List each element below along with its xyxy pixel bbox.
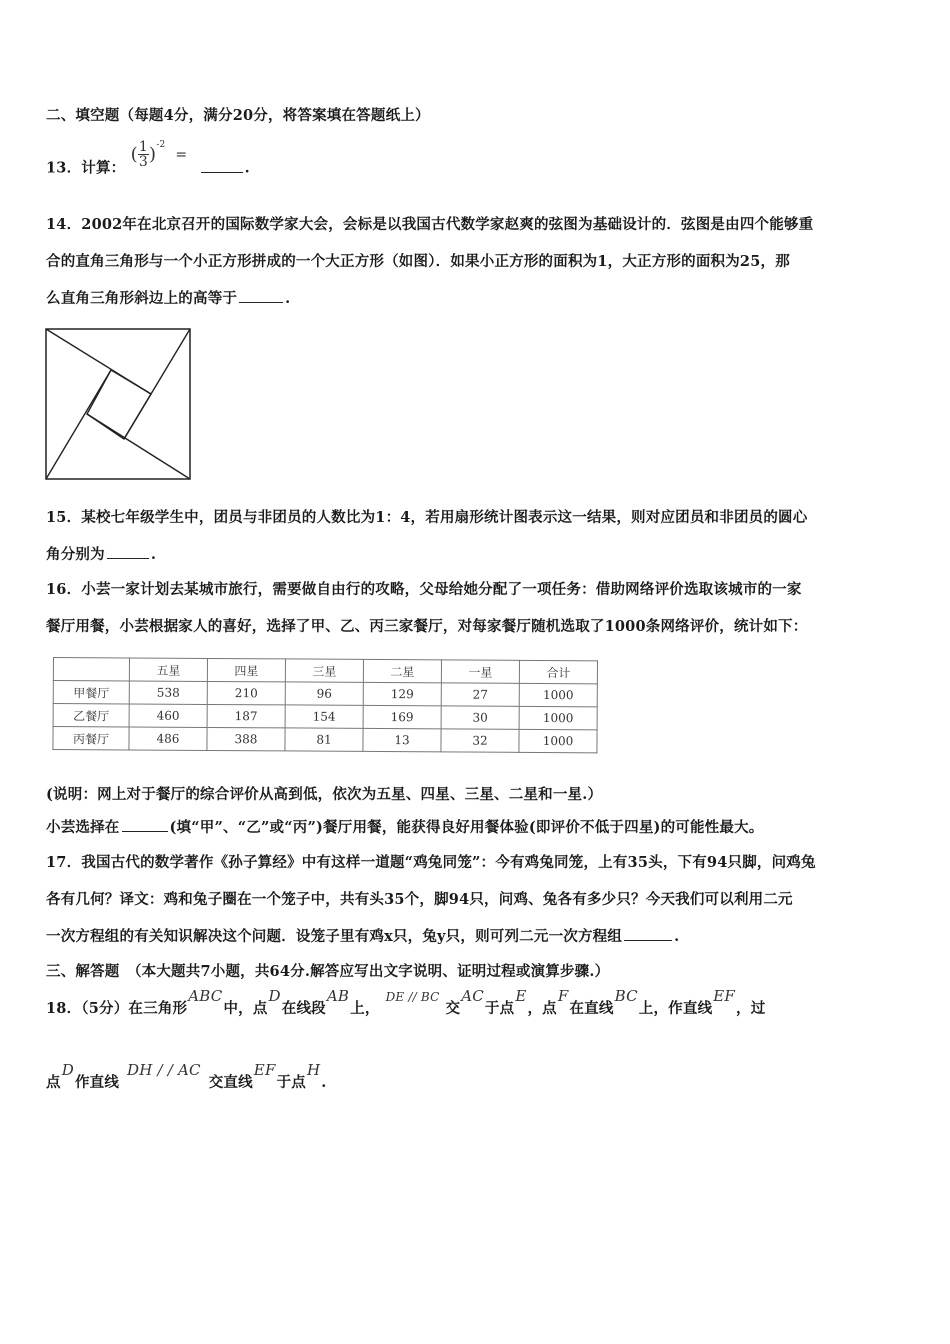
table-header-cell: 五星 — [129, 658, 207, 681]
q18-line-2 — [46, 1061, 327, 1092]
q17-line-3-text: 一次方程组的有关知识解决这个问题．设笼子里有鸡x只，兔y只，则可列二元一次方程组 — [46, 928, 623, 945]
q18-text: 交 — [445, 1000, 461, 1017]
table-cell: 乙餐厅 — [53, 704, 129, 727]
q14-line-3 — [46, 287, 290, 308]
q18-text: 上，作直线 — [638, 1000, 713, 1017]
table-cell: 486 — [129, 727, 207, 750]
table-cell: 154 — [285, 705, 363, 728]
table-cell: 丙餐厅 — [53, 727, 129, 750]
table-cell: 30 — [441, 706, 519, 729]
q17-answer-blank[interactable] — [624, 926, 672, 941]
q16-line-1: 16．小芸一家计划去某城市旅行，需要做自由行的攻略，父母给她分配了一项任务：借助网络评价选取该城市的一家 — [46, 581, 802, 598]
table-cell: 1000 — [519, 706, 597, 729]
question-13 — [46, 139, 250, 183]
table-cell: 169 — [363, 705, 441, 728]
small-square — [87, 370, 151, 439]
q18-text: . — [321, 1074, 327, 1091]
triangle-edge-left — [46, 370, 111, 479]
table-cell: 129 — [363, 682, 441, 705]
table-cell: 81 — [285, 728, 363, 751]
table-cell: 27 — [441, 683, 519, 706]
q13-exponent: -2 — [156, 140, 166, 150]
q14-suffix: . — [285, 290, 291, 307]
q18-text: 点 — [46, 1074, 61, 1091]
q18-text: ，过 — [736, 1000, 766, 1017]
q18-line-1 — [46, 987, 766, 1018]
table-cell: 32 — [441, 729, 519, 752]
rating-table — [52, 657, 598, 753]
q13-equals: = — [175, 146, 188, 163]
q15-line-1: 15．某校七年级学生中，团员与非团员的人数比为1：4，若用扇形统计图表示这一结果，则对应团员和非团员的圆心 — [46, 509, 808, 526]
table-row — [53, 704, 597, 730]
table-cell: 96 — [285, 682, 363, 705]
table-header-cell: 四星 — [207, 658, 285, 681]
table-row — [53, 727, 597, 753]
q13-expression: ( $\frac{1}{3}$ )$^{-2}$= — [130, 139, 188, 170]
q15-suffix: . — [150, 546, 157, 563]
table-cell: 1000 — [519, 683, 597, 706]
table-cell: 13 — [363, 728, 441, 751]
q18-math: ABC — [188, 987, 223, 1005]
q13-suffix: . — [244, 159, 250, 177]
q15-line-2 — [46, 543, 156, 564]
q16-line-3-suffix: (填“甲”、“乙”或“丙”)餐厅用餐，能获得良好用餐体验(即评价不低于四星)的可能性最大。 — [169, 819, 764, 836]
table-header-row — [53, 658, 597, 684]
chord-diagram — [44, 327, 194, 483]
table-cell: 1000 — [519, 729, 597, 752]
table-header-cell: 二星 — [363, 659, 441, 682]
q18-math: E — [515, 987, 527, 1005]
table-cell: 460 — [129, 704, 207, 727]
q13-denominator: 3 — [138, 154, 148, 170]
q18-text: ，点 — [527, 1000, 557, 1017]
q18-text: 在线段 — [281, 1000, 326, 1017]
q18-math: BC — [614, 987, 638, 1005]
q18-math: DE // BC — [385, 990, 440, 1004]
q17-suffix: . — [674, 928, 680, 945]
section-2-title: 二、填空题（每题4分，满分20分，将答案填在答题纸上） — [46, 107, 430, 124]
q18-text: 交直线 — [208, 1074, 253, 1091]
q18-math: DH / / AC — [127, 1061, 201, 1079]
q15-answer-blank[interactable] — [107, 544, 149, 559]
table-header-cell: 合计 — [519, 660, 597, 683]
table-header-cell: 一星 — [441, 660, 519, 683]
q18-math: EF — [713, 987, 736, 1005]
q16-answer-blank[interactable] — [122, 817, 168, 832]
table-row — [53, 681, 597, 707]
q14-line-3-text: 么直角三角形斜边上的高等于 — [46, 290, 238, 307]
q18-text: 中，点 — [223, 1000, 268, 1017]
q16-line-3 — [46, 816, 763, 837]
table-cell: 187 — [207, 704, 285, 727]
table-cell: 210 — [207, 681, 285, 704]
q18-math: AB — [326, 987, 350, 1005]
table-header-cell — [53, 658, 129, 681]
section-3-title: 三、解答题 （本大题共7小题，共64分.解答应写出文字说明、证明过程或演算步骤.） — [46, 963, 610, 980]
table-cell: 388 — [207, 727, 285, 750]
q17-line-3 — [46, 925, 679, 946]
q18-text: 18．（5分）在三角形 — [46, 1000, 188, 1017]
q18-math: F — [557, 987, 569, 1005]
q14-answer-blank[interactable] — [239, 288, 283, 303]
q17-line-2: 各有几何？译文：鸡和兔子圈在一个笼子中，共有头35个，脚94只，问鸡、兔各有多少只？今天我们可以利用二元 — [46, 891, 793, 908]
q18-text: 上， — [350, 1000, 380, 1017]
q13-numerator: 1 — [138, 139, 148, 155]
q18-text: 于点 — [484, 1000, 515, 1017]
q18-text: 在直线 — [569, 1000, 614, 1017]
q16-note: (说明：网上对于餐厅的综合评价从高到低，依次为五星、四星、三星、二星和一星.） — [46, 786, 603, 803]
q13-answer-blank[interactable] — [201, 158, 243, 173]
q13-prefix: 13．计算： — [46, 159, 126, 177]
q17-line-1: 17．我国古代的数学著作《孙子算经》中有这样一道题“鸡兔同笼”：今有鸡兔同笼，上有35头，下有94只脚，问鸡兔 — [46, 854, 816, 871]
q18-math: D — [268, 987, 281, 1005]
q14-line-2: 合的直角三角形与一个小正方形拼成的一个大正方形（如图）．如果小正方形的面积为1，大正方形的面积为25，那 — [46, 253, 790, 270]
q18-text: 作直线 — [74, 1074, 120, 1091]
q18-text: 于点 — [276, 1074, 306, 1091]
table-cell: 甲餐厅 — [53, 681, 129, 704]
q15-line-2-text: 角分别为 — [46, 546, 105, 563]
q18-math: EF — [253, 1061, 276, 1079]
q14-line-1: 14．2002年在北京召开的国际数学家大会，会标是以我国古代数学家赵爽的弦图为基础设计的．弦图是由四个能够重 — [46, 216, 814, 233]
q18-math: H — [306, 1061, 321, 1079]
q18-math: AC — [461, 987, 484, 1005]
table-header-cell: 三星 — [285, 659, 363, 682]
q16-line-3-prefix: 小芸选择在 — [46, 819, 120, 836]
large-square — [46, 329, 190, 479]
q18-math: D — [61, 1061, 74, 1079]
q16-line-2: 餐厅用餐，小芸根据家人的喜好，选择了甲、乙、丙三家餐厅，对每家餐厅随机选取了1000条网络评价，统计如下： — [46, 618, 808, 635]
table-cell: 538 — [129, 681, 207, 704]
